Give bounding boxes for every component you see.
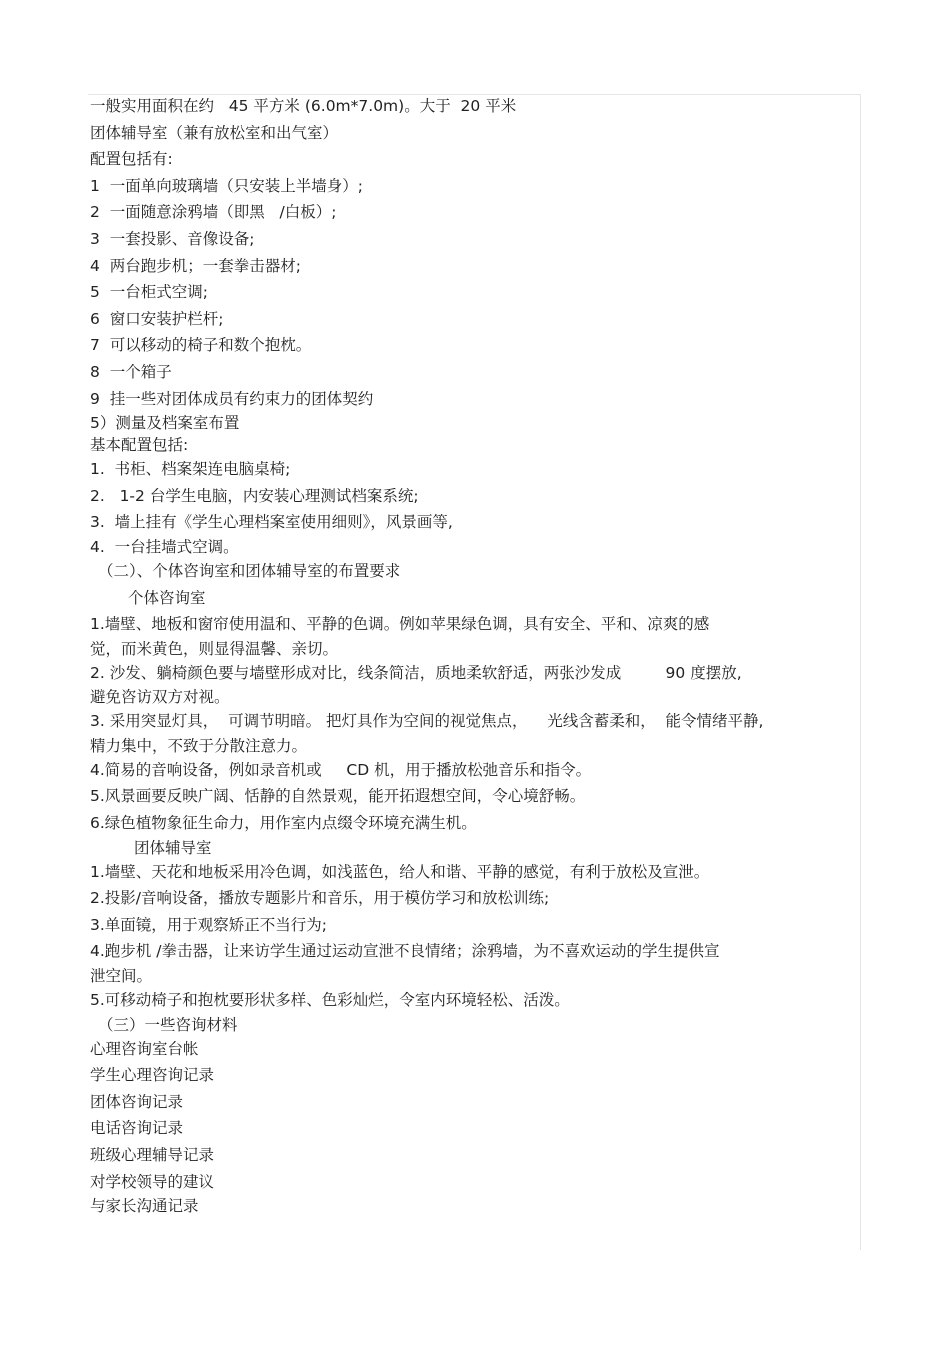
paragraph-line: 6.绿色植物象征生命力，用作室内点缀令环境充满生机。 <box>90 814 477 833</box>
paragraph-line: 精力集中，不致于分散注意力。 <box>90 736 308 755</box>
paragraph-line: 觉，而米黄色，则显得温馨、亲切。 <box>90 639 339 658</box>
list-item: 4. 一台挂墙式空调。 <box>90 537 239 556</box>
list-item: 团体咨询记录 <box>90 1092 184 1111</box>
paragraph-line: 1.墙壁、天花和地板采用冷色调，如浅蓝色，给人和谐、平静的感觉，有利于放松及宣泄。 <box>90 862 710 881</box>
paragraph-line: 2.投影/音响设备，播放专题影片和音乐，用于模仿学习和放松训练; <box>90 889 550 908</box>
list-item: 与家长沟通记录 <box>90 1197 199 1216</box>
section-heading: （三）一些咨询材料 <box>98 1015 238 1034</box>
paragraph-line: 4.简易的音响设备，例如录音机或 CD 机，用于播放松弛音乐和指令。 <box>90 760 592 779</box>
paragraph-line: 3. 采用突显灯具， 可调节明暗。 把灯具作为空间的视觉焦点， 光线含蓄柔和， 能令情绪平静, <box>90 712 764 731</box>
list-item: 4 两台跑步机；一套拳击器材; <box>90 256 301 275</box>
subsection-heading: 个体咨询室 <box>128 588 206 607</box>
list-item: 7 可以移动的椅子和数个抱枕。 <box>90 336 312 355</box>
paragraph-line: 泄空间。 <box>90 967 153 986</box>
section-heading: （二）、个体咨询室和团体辅导室的布置要求 <box>98 561 401 580</box>
list-item: 1 一面单向玻璃墙（只安装上半墙身）; <box>90 176 363 195</box>
list-item: 电话咨询记录 <box>90 1119 184 1138</box>
list-item: 6 窗口安装护栏杆; <box>90 309 224 328</box>
list-item: 9 挂一些对团体成员有约束力的团体契约 <box>90 389 374 408</box>
list-item: 3 一套投影、音像设备; <box>90 229 255 248</box>
list-item: 5 一台柜式空调; <box>90 283 208 302</box>
text-line: 一般实用面积在约 45 平方米 (6.0m*7.0m)。大于 20 平米 <box>90 97 517 115</box>
paragraph-line: 2. 沙发、躺椅颜色要与墙壁形成对比，线条简洁，质地柔软舒适，两张沙发成 90 度摆放, <box>90 663 742 682</box>
document-body <box>90 93 855 1217</box>
list-item: 2. 1-2 台学生电脑，内安装心理测试档案系统; <box>90 486 419 505</box>
section-heading: 5）测量及档案室布置 <box>90 414 240 433</box>
paragraph-line: 1.墙壁、地板和窗帘使用温和、平静的色调。例如苹果绿色调，具有安全、平和、凉爽的感 <box>90 615 710 634</box>
paragraph-line: 3.单面镜，用于观察矫正不当行为; <box>90 915 328 934</box>
list-item: 对学校领导的建议 <box>90 1172 215 1191</box>
list-item: 3. 墙上挂有《学生心理档案室使用细则》，风景画等, <box>90 513 453 532</box>
section-heading: 团体辅导室（兼有放松室和出气室） <box>90 123 339 142</box>
list-item: 1. 书柜、档案架连电脑桌椅; <box>90 460 291 479</box>
list-item: 8 一个箱子 <box>90 362 172 381</box>
subsection-heading: 团体辅导室 <box>134 838 212 857</box>
list-item: 学生心理咨询记录 <box>90 1066 215 1085</box>
paragraph-line: 5.风景画要反映广阔、恬静的自然景观，能开拓遐想空间，令心境舒畅。 <box>90 787 586 806</box>
text-line: 基本配置包括: <box>90 436 189 455</box>
list-item: 心理咨询室台帐 <box>90 1039 199 1058</box>
paragraph-line: 5.可移动椅子和抱枕要形状多样、色彩灿烂，令室内环境轻松、活泼。 <box>90 991 570 1010</box>
list-item: 班级心理辅导记录 <box>90 1146 215 1164</box>
paragraph-line: 4.跑步机 /拳击器，让来访学生通过运动宣泄不良情绪；涂鸦墙，为不喜欢运动的学生提供宣 <box>90 942 720 961</box>
paragraph-line: 避免咨访双方对视。 <box>90 688 230 707</box>
text-line: 配置包括有: <box>90 150 173 169</box>
list-item: 2 一面随意涂鸦墙（即黑 /白板）; <box>90 203 337 222</box>
